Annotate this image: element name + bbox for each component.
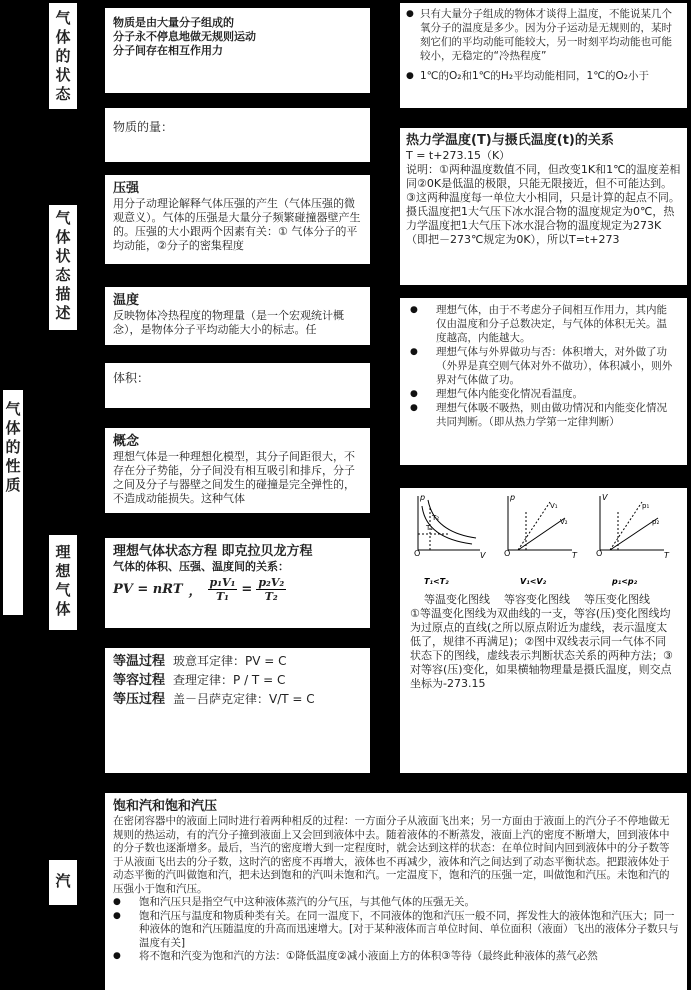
label-ideal-gas: 理 想 气 体 bbox=[49, 535, 77, 630]
graph3-curve-p2: p₂ bbox=[652, 518, 660, 526]
molecular-line-2: 分子永不停息地做无规则运动 bbox=[113, 30, 256, 43]
graph3-label: p₁<p₂ bbox=[612, 577, 638, 586]
process-isobaric: 等压过程 盖－吕萨克定律：V/T = C bbox=[113, 692, 315, 707]
graph1-label: T₁<T₂ bbox=[424, 577, 449, 586]
box-thermo-temperature bbox=[400, 128, 687, 285]
box-graphs bbox=[400, 488, 687, 773]
ideal-prop-4: ● 理想气体吸不吸热，则由做功情况和内能变化情况共同判断。（即从热力学第一定律判断） bbox=[410, 401, 677, 429]
box-gas-processes bbox=[105, 648, 370, 773]
formula-equals: = bbox=[241, 582, 253, 597]
temp-note-1: ● 只有大量分子组成的物体才谈得上温度，不能说某几个氧分子的温度是多少。因为分子运动是无规则的，某时刻它们的平均动能可能较大，另一时刻平均动能也可能较小，无稳定的“冷热程度” bbox=[406, 7, 681, 63]
graph2-label: V₁<V₂ bbox=[520, 577, 547, 586]
box-saturated-vapor bbox=[105, 793, 687, 990]
thermo-text: 说明：①两种温度数值不同，但改变1K和1℃的温度差相同②0K是低温的极限，只能无限接近，但不可能达到。③这两种温度每一单位大小相同，只是计算的起点不同。摄氏温度把1大气压下冰水混合物的温度规定为0℃，热力学温度把1大气压下冰水混合物的温度规定为273K（即把－273℃规定为0K），所以T=t+273 bbox=[406, 163, 681, 246]
thermo-title: 热力学温度(T)与摄氏温度(t)的关系 bbox=[406, 133, 614, 148]
graph2-curve-v2: V₂ bbox=[560, 518, 568, 526]
graph-explanation: ①等温变化图线为双曲线的一支，等容(压)变化图线均为过原点的直线(之所以原点附近为虚线，表示温度太低了，规律不再满足)；②图中双线表示同一气体不同状态下的图线，虚线表示判断状态关系的两种方法；③对等容(压)变化，如果横轴物理量是摄氏温度，则交点坐标为-273.15 bbox=[410, 607, 673, 690]
concept-text: 理想气体是一种理想化模型，其分子间距很大，不存在分子势能，分子间没有相互吸引和排斥，分子之间及分子与器壁之间发生的碰撞是完全弹性的，不造成动能损失。这种气体 bbox=[113, 450, 355, 505]
box-temperature bbox=[105, 287, 370, 345]
graph3-x-axis: T bbox=[664, 551, 669, 560]
box-pressure bbox=[105, 175, 370, 264]
box-temperature-notes bbox=[400, 3, 687, 108]
temp-note-2: ● 1℃的O₂和1℃的H₂平均动能相同，1℃的O₂小于 bbox=[406, 69, 681, 83]
amount-label: 物质的量： bbox=[113, 120, 174, 134]
box-molecular-theory bbox=[105, 8, 370, 93]
fraction-2: $\frac{\text{p₂V₂}}{\text{T₂}}$ bbox=[258, 576, 285, 603]
box-ideal-gas-properties bbox=[400, 298, 687, 465]
molecular-line-3: 分子间存在相互作用力 bbox=[113, 44, 223, 57]
graph1-curve-t2: T₂ bbox=[432, 514, 440, 522]
graph1-x-axis: V bbox=[480, 551, 486, 560]
ideal-prop-1: ● 理想气体，由于不考虑分子间相互作用力，其内能仅由温度和分子总数决定，与气体的体积无关。温度越高，内能越大。 bbox=[410, 303, 677, 345]
box-amount-of-substance bbox=[105, 108, 370, 162]
thermo-formula: T = t+273.15（K） bbox=[406, 149, 511, 162]
process-isochoric: 等容过程 查理定律：P / T = C bbox=[113, 673, 286, 688]
graph3-y-axis: V bbox=[602, 493, 608, 502]
label-gas-nature: 气 体 的 性 质 bbox=[3, 390, 23, 615]
temperature-title: 温度 bbox=[113, 293, 140, 308]
graph2-x-axis: T bbox=[572, 551, 577, 560]
fraction-1: $\frac{\text{p₁V₁}}{\text{T₁}}$ bbox=[209, 576, 236, 603]
equation-formula bbox=[113, 576, 362, 603]
equation-subtitle: 气体的体积、压强、温度间的关系： bbox=[113, 560, 289, 573]
graph1-origin: O bbox=[414, 549, 421, 558]
label-gas-state: 气 体 的 状 态 bbox=[49, 3, 77, 109]
molecular-line-1: 物质是由大量分子组成的 bbox=[113, 16, 234, 29]
formula-comma: ， bbox=[188, 584, 202, 599]
equation-title: 理想气体状态方程 即克拉贝龙方程 bbox=[113, 544, 313, 559]
graph1-curve-t1: T₁ bbox=[426, 524, 434, 532]
graph3-origin: O bbox=[596, 549, 603, 558]
vapor-item-3: ● 将不饱和汽变为饱和汽的方法：①降低温度②减小液面上方的体积③等待（最终此种液体的蒸气必然 bbox=[113, 950, 679, 964]
process-graphs bbox=[400, 488, 687, 593]
box-volume bbox=[105, 363, 370, 408]
graph-captions: 等温变化图线 等容变化图线 等压变化图线 bbox=[424, 593, 650, 606]
volume-label: 体积： bbox=[113, 371, 150, 385]
graph2-origin: O bbox=[504, 549, 511, 558]
graph2-curve-v1: V₁ bbox=[550, 502, 558, 510]
label-vapor: 汽 bbox=[49, 860, 77, 905]
vapor-title: 饱和汽和饱和汽压 bbox=[113, 799, 218, 814]
concept-title: 概念 bbox=[113, 434, 140, 449]
box-state-equation bbox=[105, 538, 370, 628]
box-ideal-gas-concept bbox=[105, 428, 370, 513]
formula-pv-nrt: PV = nRT bbox=[113, 582, 183, 597]
ideal-prop-2: ● 理想气体与外界做功与否：体积增大，对外做了功（外界是真空则气体对外不做功），体积减小，则外界对气体做了功。 bbox=[410, 345, 677, 387]
vapor-item-1: ● 饱和汽压只是指空气中这种液体蒸汽的分气压，与其他气体的压强无关。 bbox=[113, 896, 679, 910]
graph3-curve-p1: p₁ bbox=[642, 502, 650, 510]
ideal-prop-3: ● 理想气体内能变化情况看温度。 bbox=[410, 387, 677, 401]
graph1-y-axis: p bbox=[420, 493, 426, 502]
label-gas-state-desc: 气 体 状 态 描 述 bbox=[49, 205, 77, 330]
vapor-item-2: ● 饱和汽压与温度和物质种类有关。在同一温度下，不同液体的饱和汽压一般不同，挥发性大的液体饱和汽压大；同一种液体的饱和汽压随温度的升高而迅速增大。[对于某种液体而言单位时间、单位面积（液面）飞出的液体分子数只与温度有关] bbox=[113, 910, 679, 951]
pressure-text: 用分子动理论解释气体压强的产生（气体压强的微观意义）。气体的压强是大量分子频繁碰撞器壁产生的。压强的大小跟两个因素有关：① 气体分子的平均动能，②分子的密集程度 bbox=[113, 197, 361, 252]
graph2-y-axis: p bbox=[510, 493, 516, 502]
process-isothermal: 等温过程 玻意耳定律：PV = C bbox=[113, 654, 287, 669]
pressure-title: 压强 bbox=[113, 181, 140, 196]
graph-isothermal bbox=[418, 496, 480, 550]
temperature-text: 反映物体冷热程度的物理量（是一个宏观统计概念），是物体分子平均动能大小的标志。任 bbox=[113, 309, 344, 336]
vapor-text: 在密闭容器中的液面上同时进行着两种相反的过程：一方面分子从液面飞出来；另一方面由于液面上的汽分子不停地做无规则的热运动，有的汽分子撞到液面上又会回到液体中去。随着液体的不断蒸发，液面上汽的密度不断增大，回到液体中的分子数也逐渐增多。最后，当汽的密度增大到一定程度时，就会达到这样的状态：在单位时间内回到液体中的分子数等于从液面飞出去的分子数，这时汽的密度不再增大，液体也不再减少，液体和汽之间达到了动态平衡状态。把跟液体处于动态平衡的汽叫做饱和汽，把未达到饱和的汽叫未饱和汽。一定温度下，饱和汽的压强一定，叫做饱和汽压。未饱和汽的压强小于饱和汽压。 bbox=[113, 815, 670, 895]
